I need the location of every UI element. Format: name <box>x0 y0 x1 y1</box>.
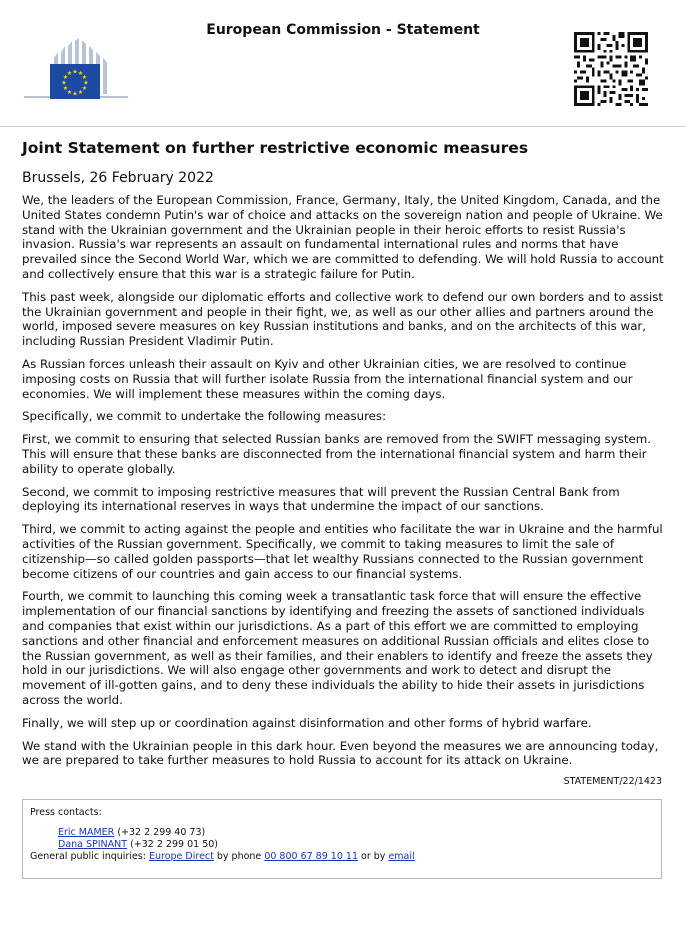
dateline: Brussels, 26 February 2022 <box>22 170 214 186</box>
svg-text:★: ★ <box>81 85 88 92</box>
paragraph: First, we commit to ensuring that selected Russian banks are removed from the SWIFT messaging system. This will ensure that these banks are disconnected from the international financial system and harm their ability to operate globally. <box>22 432 651 476</box>
paragraph: Second, we commit to imposing restrictive measures that will prevent the Russian Central Bank from deploying its international reserves in ways that undermine the impact of our sanctions. <box>22 484 620 514</box>
svg-text:★: ★ <box>66 70 73 77</box>
press-contacts-box <box>22 799 662 879</box>
paragraph: As Russian forces unleash their assault on Kyiv and other Ukrainian cities, we are resolved to continue imposing costs on Russia that will further isolate Russia from the international financial system and our economies. We will implement these measures within the coming days. <box>22 356 633 401</box>
paragraph: Fourth, we commit to launching this coming week a transatlantic task force that will ensure the effective implementation of our financial sanctions by identifying and freezing the assets of sanctioned individuals and companies that exist within our jurisdictions. As a part of this effort we are committed to employing sanctions and other financial and enforcement measures on additional Russian officials and elites close to the Russian government, as well as their families, and their enablers to identify and freeze the assets they hold in our jurisdictions. We will also engage other governments and work to detect and disrupt the movement of ill-gotten gains, and to deny these individuals the ability to hide their assets in jurisdictions across the world. <box>22 589 653 707</box>
phone-number-link[interactable]: 00 800 67 89 10 11 <box>264 851 358 862</box>
press-contact <box>30 827 654 839</box>
paragraph: This past week, alongside our diplomatic efforts and collective work to defend our own borders and to assist the Ukrainian government and people in their fight, we, as well as our other allies and partners around the world, imposed severe measures on key Russian institutions and banks, and on the architects of this war, including Russian President Vladimir Putin. <box>22 289 664 349</box>
svg-text:★: ★ <box>62 85 69 92</box>
svg-text:★: ★ <box>83 79 89 87</box>
statement-reference: STATEMENT/22/1423 <box>563 776 662 787</box>
paragraph: Specifically, we commit to undertake the following measures: <box>22 409 387 424</box>
svg-text:★: ★ <box>66 89 73 96</box>
svg-text:★: ★ <box>81 74 88 81</box>
press-contact <box>30 839 654 851</box>
general-inquiries-label: General public inquiries: <box>30 851 149 862</box>
svg-text:★: ★ <box>61 79 67 87</box>
paragraph: We stand with the Ukrainian people in this dark hour. Even beyond the measures we are announcing today, we are prepared to take further measures to hold Russia to account for its attack on Ukraine. <box>22 738 659 768</box>
contact-phone: (+32 2 299 40 73) <box>114 827 206 838</box>
header-divider <box>0 126 686 127</box>
email-link[interactable]: email <box>388 851 415 862</box>
svg-text:★: ★ <box>77 89 84 96</box>
statement-title: Joint Statement on further restrictive economic measures <box>22 139 529 157</box>
european-commission-logo <box>24 38 128 102</box>
by-phone-text: by phone <box>213 851 265 862</box>
svg-text:★: ★ <box>77 70 84 77</box>
general-inquiries <box>30 851 654 863</box>
paragraph: Finally, we will step up or coordination against disinformation and other forms of hybrid warfare. <box>22 715 592 730</box>
qr-code-icon <box>574 32 648 106</box>
press-contacts-label: Press contacts: <box>30 807 102 818</box>
header-title: European Commission - Statement <box>206 22 480 38</box>
paragraph: We, the leaders of the European Commission, France, Germany, Italy, the United Kingdom, Canada, and the United States condemn Putin's war of choice and attacks on the sovereign nation and people of Ukraine. We stand with the Ukrainian government and the Ukrainian people in their heroic efforts to resist Russia's invasion. Russia's war represents an assault on fundamental international rules and norms that have prevailed since the Second World War, which we are committed to defending. We will hold Russia to account and collectively ensure that this war is a strategic failure for Putin. <box>22 193 664 281</box>
svg-text:★: ★ <box>72 68 78 76</box>
contact-phone: (+32 2 299 01 50) <box>127 839 218 850</box>
svg-text:★: ★ <box>72 90 78 98</box>
contact-link-eric-mamer[interactable]: Eric MAMER <box>58 827 115 838</box>
or-by-text: or by <box>358 851 389 862</box>
europe-direct-link[interactable]: Europe Direct <box>148 851 214 862</box>
paragraph: Third, we commit to acting against the people and entities who facilitate the war in Ukraine and the harmful activities of the Russian government. Specifically, we commit to taking measures to limit the sale of citizenship—so called golden passports—that let wealthy Russians connected to the Russian government become citizens of our countries and gain access to our financial systems. <box>22 522 663 581</box>
svg-text:★: ★ <box>62 74 69 81</box>
statement-body <box>22 193 666 776</box>
contact-link-dana-spinant[interactable]: Dana SPINANT <box>58 839 128 850</box>
